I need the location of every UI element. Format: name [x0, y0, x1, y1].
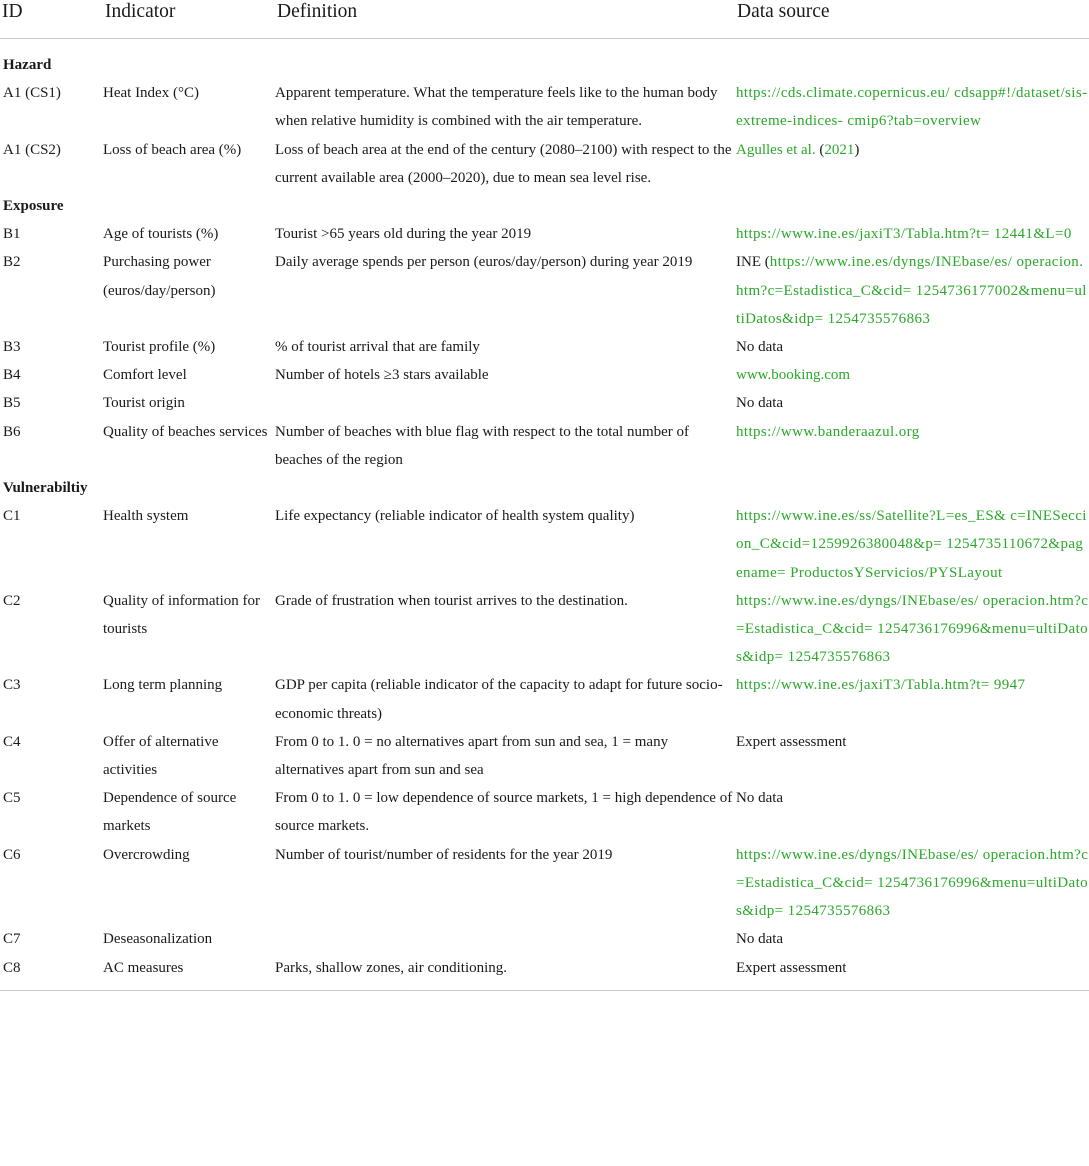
row-id: C6 [3, 846, 21, 863]
row-id: B1 [3, 226, 21, 243]
source-link[interactable]: https://www.ine.es/jaxiT3/Tabla.htm?t= 9947 [736, 677, 1026, 694]
row-id: B3 [3, 339, 21, 356]
row-indicator: Tourist origin [103, 395, 185, 412]
source-prefix: INE ( [736, 254, 770, 271]
row-definition [275, 925, 735, 953]
source-link[interactable]: https://www.ine.es/dyngs/INEbase/es/ operacion.htm?c=Estadistica_C&cid= 1254736176996&menu=ultiDatos&idp= 1254735576863 [736, 592, 1089, 666]
row-id: C8 [3, 959, 21, 976]
row-indicator: Purchasing power (euros/day/person) [103, 254, 216, 299]
row-definition: Daily average spends per person (euros/day/person) during year 2019 [275, 254, 693, 271]
table-header-row [0, 0, 1089, 39]
table-row [0, 79, 1089, 135]
row-source [735, 136, 1089, 192]
table-row [0, 671, 1089, 727]
row-id: B4 [3, 367, 21, 384]
table-row [0, 841, 1089, 926]
table-row [0, 333, 1089, 361]
row-indicator: Tourist profile (%) [103, 339, 216, 356]
table-row [0, 361, 1089, 389]
source-link[interactable]: https://cds.climate.copernicus.eu/ cdsapp#!/dataset/sis-extreme-indices- cmip6?tab=overview [736, 85, 1088, 130]
row-source: Expert assessment [736, 733, 847, 750]
row-id: A1 (CS2) [3, 141, 61, 158]
row-definition: Apparent temperature. What the temperature feels like to the human body when relative humidity is combined with the air temperature. [275, 85, 718, 130]
table-row [0, 784, 1089, 840]
table-row [0, 220, 1089, 248]
row-indicator: Quality of beaches services [103, 423, 268, 440]
table-row [0, 248, 1089, 333]
header-data-source: Data source [737, 1, 830, 22]
row-id: C3 [3, 677, 21, 694]
section-title: Exposure [3, 198, 64, 215]
source-link[interactable]: https://www.ine.es/jaxiT3/Tabla.htm?t= 12441&L=0 [736, 226, 1072, 243]
citation-paren-close: ) [854, 141, 860, 158]
row-source: No data [736, 395, 784, 412]
row-definition: Number of beaches with blue flag with respect to the total number of beaches of the region [275, 423, 690, 468]
row-definition: Grade of frustration when tourist arrives to the destination. [275, 592, 628, 609]
row-indicator: Age of tourists (%) [103, 226, 219, 243]
row-definition: Life expectancy (reliable indicator of health system quality) [275, 508, 635, 525]
row-indicator: Loss of beach area (%) [103, 141, 242, 158]
row-definition [275, 389, 735, 417]
row-indicator: Comfort level [103, 367, 187, 384]
row-indicator: Heat Index (°C) [103, 85, 199, 102]
row-source: Expert assessment [736, 959, 847, 976]
row-definition: GDP per capita (reliable indicator of the capacity to adapt for future socio-economic threats) [275, 677, 723, 722]
table-row [0, 389, 1089, 417]
row-definition: Number of hotels ≥3 stars available [275, 367, 489, 384]
row-indicator: AC measures [103, 959, 184, 976]
section-row-hazard [0, 39, 1089, 80]
row-source: No data [736, 339, 784, 356]
row-definition: Tourist >65 years old during the year 2019 [275, 226, 532, 243]
citation-year-link[interactable]: 2021 [824, 141, 855, 158]
row-definition: From 0 to 1. 0 = low dependence of source markets, 1 = high dependence of source markets. [275, 790, 733, 835]
header-indicator: Indicator [105, 1, 176, 22]
source-link[interactable]: https://www.ine.es/dyngs/INEbase/es/ operacion.htm?c=Estadistica_C&cid= 1254736177002&menu=ultiDatos&idp= 1254735576863 [736, 254, 1087, 327]
row-id: C2 [3, 592, 21, 609]
row-definition: From 0 to 1. 0 = no alternatives apart from sun and sea, 1 = many alternatives apart from sun and sea [275, 733, 669, 779]
source-link[interactable]: https://www.ine.es/dyngs/INEbase/es/ operacion.htm?c=Estadistica_C&cid= 1254736176996&menu=ultiDatos&idp= 1254735576863 [736, 846, 1089, 920]
row-definition: % of tourist arrival that are family [275, 339, 480, 356]
row-id: B5 [3, 395, 21, 412]
row-id: C4 [3, 733, 21, 750]
table-row [0, 728, 1089, 784]
table-row [0, 136, 1089, 192]
citation-paren-open: ( [815, 141, 825, 158]
row-indicator: Dependence of source markets [103, 790, 237, 835]
row-indicator: Deseasonalization [103, 931, 213, 948]
row-definition: Parks, shallow zones, air conditioning. [275, 959, 508, 976]
row-source: No data [736, 790, 784, 807]
source-link[interactable]: https://www.banderaazul.org [736, 423, 920, 440]
source-link[interactable]: https://www.ine.es/ss/Satellite?L=es_ES& c=INESeccion_C&cid=1259926380048&p= 1254735110672&pagename= ProductosYServicios/PYSLayout [736, 508, 1087, 581]
row-indicator: Overcrowding [103, 846, 190, 863]
row-indicator: Health system [103, 508, 189, 525]
section-title: Vulnerabiltiy [3, 480, 88, 497]
row-id: C7 [3, 931, 21, 948]
row-id: B2 [3, 254, 21, 271]
row-id: C1 [3, 508, 21, 525]
table-row [0, 925, 1089, 953]
table-row [0, 587, 1089, 672]
citation-author-link[interactable]: Agulles et al. [736, 141, 816, 158]
row-indicator: Offer of alternative activities [103, 733, 219, 779]
row-definition: Loss of beach area at the end of the century (2080–2100) with respect to the current available area (2000–2020), due to mean sea level rise. [275, 141, 732, 186]
header-definition: Definition [277, 1, 358, 22]
row-id: C5 [3, 790, 21, 807]
section-row-exposure [0, 192, 1089, 220]
row-definition: Number of tourist/number of residents for the year 2019 [275, 846, 613, 863]
section-title: Hazard [3, 57, 52, 73]
row-id: A1 (CS1) [3, 85, 61, 102]
row-source [735, 248, 1089, 333]
header-id: ID [2, 1, 23, 22]
row-indicator: Quality of information for tourists [103, 592, 261, 638]
row-id: B6 [3, 423, 21, 440]
row-source: No data [736, 931, 784, 948]
source-link[interactable]: www.booking.com [736, 367, 851, 384]
row-indicator: Long term planning [103, 677, 223, 694]
table-row [0, 954, 1089, 991]
table-row [0, 502, 1089, 587]
section-row-vulnerability [0, 474, 1089, 502]
table-row [0, 418, 1089, 474]
